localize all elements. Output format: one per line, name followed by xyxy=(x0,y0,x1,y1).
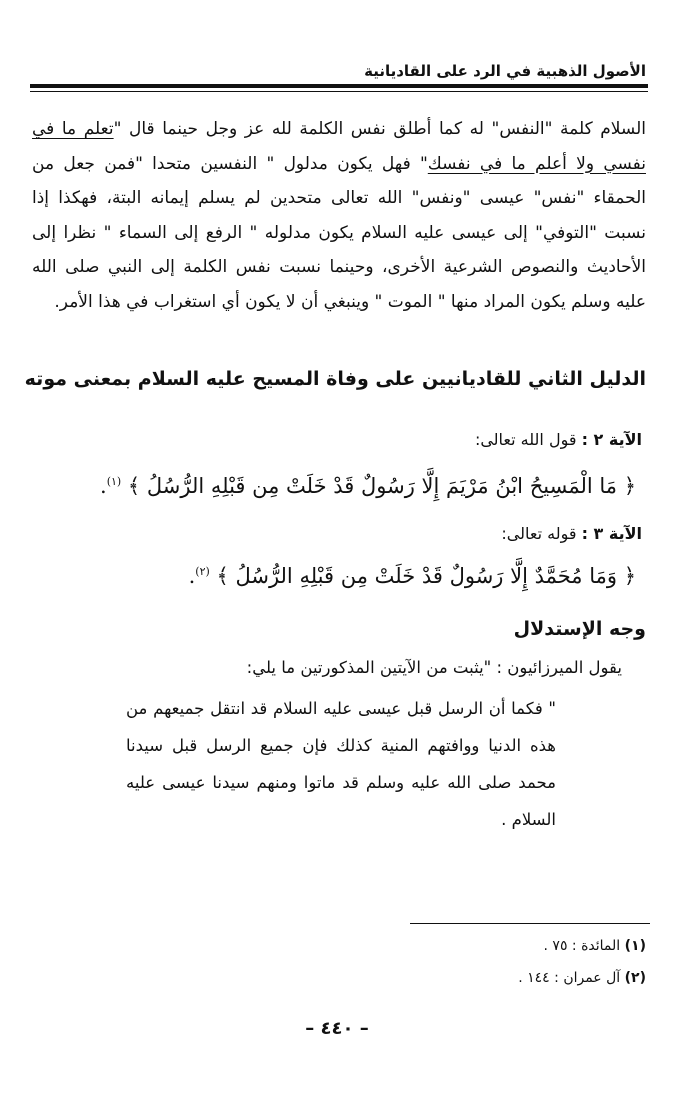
paragraph-text-a: السلام كلمة "النفس" له كما أطلق نفس الكلمة لله عز وجل حينما قال " xyxy=(113,119,646,139)
verse-3-label xyxy=(142,524,642,543)
footnote-1-source: المائدة : ٧٥ . xyxy=(543,938,621,954)
verse-2-label xyxy=(142,430,642,449)
paragraph-text-b: " فهل يكون مدلول " النفسين متحدا "فمن جعل من الحمقاء "نفس" عيسى "ونفس" الله تعالى متحدين لم يسلم إيمانه البتة، فهكذا إذا نسبت "التوفي" إلى عيسى عليه السلام يكون مدلوله " الرفع إلى السماء " نظرا إلى الأحاديث والنصوص الشرعية الأخرى، وحينما نسبت نفس الكلمة إلى النبي صلى الله عليه وسلم يكون المراد منها " الموت " وينبغي أن لا يكون أي استغراب في هذا الأمر. xyxy=(32,153,646,312)
footnote-2-source: آل عمران : ١٤٤ . xyxy=(518,970,621,986)
verse-2-end: . xyxy=(100,474,107,498)
verse-3-end: . xyxy=(188,564,196,588)
argument-heading: وجه الإستدلال xyxy=(513,618,646,640)
verse-3-intro: قوله تعالى: xyxy=(501,524,582,543)
header-rule-thin xyxy=(30,91,648,92)
page-number: – ٤٤٠ – xyxy=(305,1018,369,1039)
underlined-quote: تعلم ما في نفسي ولا أعلم ما في نفسك xyxy=(32,119,646,174)
footnote-1 xyxy=(346,938,646,954)
quran-verse-3 xyxy=(36,564,636,588)
footnote-separator xyxy=(410,923,650,924)
footnote-2 xyxy=(346,970,646,986)
verse-2-text: ﴿ مَا الْمَسِيحُ ابْنُ مَرْيَمَ إِلَّا رَسُولٌ قَدْ خَلَتْ مِن قَبْلِهِ الرُّسُلُ ﴾ xyxy=(127,474,636,498)
footnote-ref-2: (٢) xyxy=(195,565,210,578)
section-heading: الدليل الثاني للقاديانيين على وفاة المسيح عليه السلام بمعنى موته xyxy=(24,368,646,390)
argument-intro: يقول الميرزائيون : "يثبت من الآيتين المذكورتين ما يلي: xyxy=(246,658,622,677)
header-rule-thick xyxy=(30,84,648,88)
verse-2-intro: قول الله تعالى: xyxy=(474,430,582,449)
footnote-1-marker: (١) xyxy=(624,938,646,954)
running-header: الأصول الذهبية في الرد على القاديانية xyxy=(364,62,646,80)
verse-3-text: ﴿ وَمَا مُحَمَّدٌ إِلَّا رَسُولٌ قَدْ خَلَتْ مِن قَبْلِهِ الرُّسُلُ ﴾ xyxy=(216,564,636,588)
footnote-2-marker: (٢) xyxy=(624,970,646,986)
quran-verse-2 xyxy=(36,474,636,498)
argument-quote: " فكما أن الرسل قبل عيسى عليه السلام قد انتقل جميعهم من هذه الدنيا ووافتهم المنية كذلك فإن جميع الرسل قبل سيدنا محمد صلى الله عليه وسلم قد ماتوا ومنهم سيدنا عيسى عليه السلام . xyxy=(126,699,556,829)
footnote-ref-1: (١) xyxy=(106,475,122,488)
body-paragraph xyxy=(32,112,646,319)
verse-2-number: الآية ٢ : xyxy=(581,430,642,449)
verse-3-number: الآية ٣ : xyxy=(581,524,642,543)
